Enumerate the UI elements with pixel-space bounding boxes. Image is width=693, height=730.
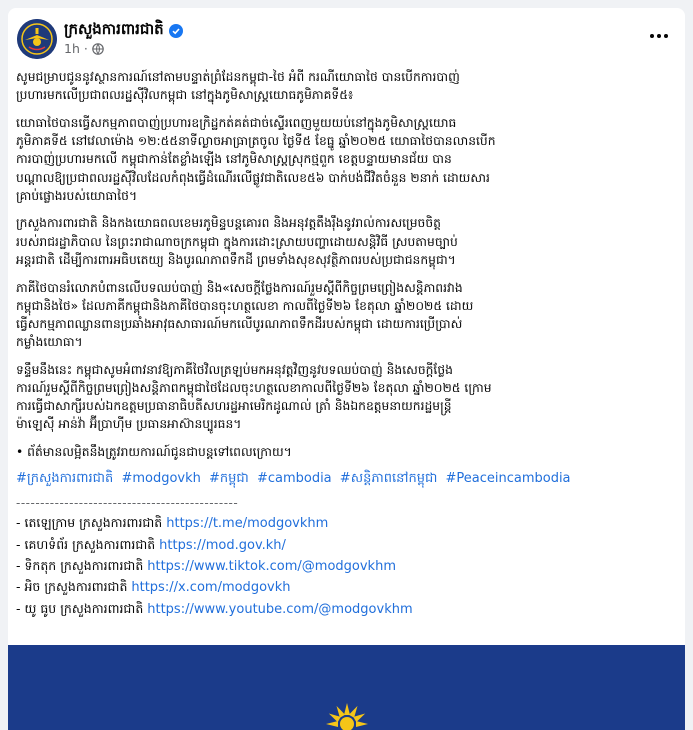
link-row-youtube <box>16 599 676 620</box>
link-row-telegram <box>16 513 676 534</box>
page-name[interactable] <box>64 20 183 42</box>
globe-icon[interactable] <box>92 43 104 55</box>
post-card <box>8 8 685 730</box>
post-meta <box>64 41 104 56</box>
post-paragraph-5: ទន្ទឹមនឹងនេះ កម្ពុជាសូមអំពាវនាវឱ្យភាគីថៃវិលត្រឡប់មកអនុវត្តវិញនូវបទឈប់បាញ់ និងសេចក្តីថ្លែង ការណ៍រួមស្តីពីកិច្ចព្រមព្រៀងសន្តិភាពកម្ពុជាថៃដែលចុះហត្ថលេខាកាលពីថ្ងៃទី២៦ ខែតុលា ឆ្នាំ២០២៥ ក្រោម ការធ្វើជាសាក្សីរបស់ឯកឧត្តមប្រធានាធិបតីសហរដ្ឋអាមេរិកដូណាល់ ត្រាំ និងឯកឧត្តមនាយករដ្ឋមន្ត្រី ម៉ាឡេស៊ី អាន់វ៉ា អ៊ីប្រាហ៊ីម ប្រធានអាស៊ានប្បូរធន។ <box>16 362 492 432</box>
more-options-icon[interactable] <box>647 26 671 46</box>
link-row-website <box>16 535 676 556</box>
link-label: - តេឡេក្រាម ក្រសួងការពារជាតិ <box>16 515 167 531</box>
post-time[interactable]: 1h <box>64 41 80 56</box>
youtube-link[interactable]: https://www.youtube.com/@modgovkhm <box>147 601 413 617</box>
post-header <box>8 8 685 66</box>
meta-separator: · <box>83 41 88 56</box>
x-link[interactable]: https://x.com/modgovkh <box>131 580 291 596</box>
link-label: - ទិកតុក ក្រសួងការពារជាតិ <box>16 557 148 573</box>
post-paragraph-4: ភាគីថៃបានរំលោភបំពានលើបទឈប់បាញ់ និង«សេចក្តីថ្លែងការណ៍រួមស្តីពីកិច្ចព្រមព្រៀងសន្តិភាពរវាង កម្ពុជានិងថៃ» ដែលភាគីកម្ពុជានិងភាគីថៃបានចុះហត្ថលេខា កាលពីថ្ងៃទី២៦ ខែតុលា ឆ្នាំ២០២៥ ដោយ ធ្វើសកម្មភាពឈ្លានពានប្រឆាំងអាវុធសាធារណ៍មកលើបូរណភាពទឹកដីរបស់កម្ពុជា ដោយការប្រើប្រាស់ កម្លាំងយោធា។ <box>16 280 474 350</box>
post-paragraph-1: សូមជម្រាបជូននូវស្ថានការណ៍នៅតាមបន្ទាត់ព្រំដែនកម្ពុជា-ថៃ អំពី ករណីយោធាថៃ បានបើកការបាញ់ ប្រហារមកលើប្រជាពលរដ្ឋស៊ីវិលកម្ពុជា នៅក្នុងភូមិសាស្ត្រយោធភូមិភាគទី៥៖ <box>16 70 460 103</box>
post-body <box>16 68 676 620</box>
hashtag[interactable]: #ក្រសួងការពារជាតិ <box>16 471 114 487</box>
verified-badge-icon <box>169 24 183 38</box>
post-note: • ព័ត៌មានលម្អិតនឹងត្រូវរាយការណ៍ជូនជាបន្តទៅពេលក្រោយ។ <box>16 445 292 460</box>
hashtag[interactable]: #Peaceincambodia <box>445 471 571 487</box>
link-label: - អិច ក្រសួងការពារជាតិ <box>16 579 132 595</box>
website-link[interactable]: https://mod.gov.kh/ <box>159 537 286 553</box>
text-divider: ---------------------------------------------- <box>16 496 239 511</box>
hashtag[interactable]: #កម្ពុជា <box>209 471 249 487</box>
page-avatar[interactable] <box>17 19 57 59</box>
emblem-icon <box>324 701 370 730</box>
link-row-x <box>16 577 676 598</box>
link-label: - គេហទំព័រ ក្រសួងការពារជាតិ <box>16 536 160 552</box>
hashtag[interactable]: #cambodia <box>256 471 332 487</box>
hashtag-list <box>16 469 676 489</box>
page-name-label[interactable]: ក្រសួងការពារជាតិ <box>64 20 164 38</box>
post-paragraph-2: យោធាថៃបានធ្វើសកម្មភាពបាញ់ប្រហារឧក្រិដ្ឋកត់គត់ជាច់ស្ទើរពេញមួយយប់នៅក្នុងភូមិសាស្ត្រយោធ ភូមិភាគទី៥ នៅវេលាម៉ោង ១២:៥៥នាទីល្ងាចអាធ្រាត្រចូល ថ្ងៃទី៥ ខែធ្នូ ឆ្នាំ២០២៥ យោធាថៃបានលានបើក ការបាញ់ប្រហារមកលើ កម្ពុជាកាន់តែខ្លាំងឡើង នៅភូមិសាស្ត្រស្រុកថ្មពួក ខេត្តបន្ទាយមានជ័យ បាន បណ្តាលឱ្យប្រជាពលរដ្ឋស៊ីវិលដែលកំពុងធ្វើដំណើរលើផ្លូវជាតិលេខ៥៦ បាក់បង់ជីវិតចំនួន ២នាក់ ដោយសារ គ្រាប់ផ្លោងរបស់យោធាថៃ។ <box>16 115 496 203</box>
link-label: - យូ ធូប ក្រសួងការពារជាតិ <box>16 600 148 616</box>
post-image[interactable] <box>8 645 685 730</box>
ministry-logo-icon <box>17 19 57 59</box>
post-paragraph-3: ក្រសួងការពារជាតិ និងកងយោធពលខេមរភូមិន្ទបន្តគោរព និងអនុវត្តតឹងរ៉ឹងនូវរាល់ការសម្រេចចិត្ត របស់រាជរដ្ឋាភិបាល នៃព្រះរាជាណាចក្រកម្ពុជា ក្នុងការដោះស្រាយបញ្ហាដោយសន្តិវិធី ស្របតាមច្បាប់ អន្តរជាតិ ដើម្បីការពារអធិបតេយ្យ និងបូរណភាពទឹកដី ព្រមទាំងសុខសុវត្ថិភាពរបស់ប្រជាជនកម្ពុជា។ <box>16 216 458 267</box>
link-row-tiktok <box>16 556 676 577</box>
tiktok-link[interactable]: https://www.tiktok.com/@modgovkhm <box>147 558 396 574</box>
hashtag[interactable]: #modgovkh <box>121 471 201 487</box>
hashtag[interactable]: #សន្តិភាពនៅកម្ពុជា <box>339 471 438 487</box>
telegram-link[interactable]: https://t.me/modgovkhm <box>166 516 329 532</box>
